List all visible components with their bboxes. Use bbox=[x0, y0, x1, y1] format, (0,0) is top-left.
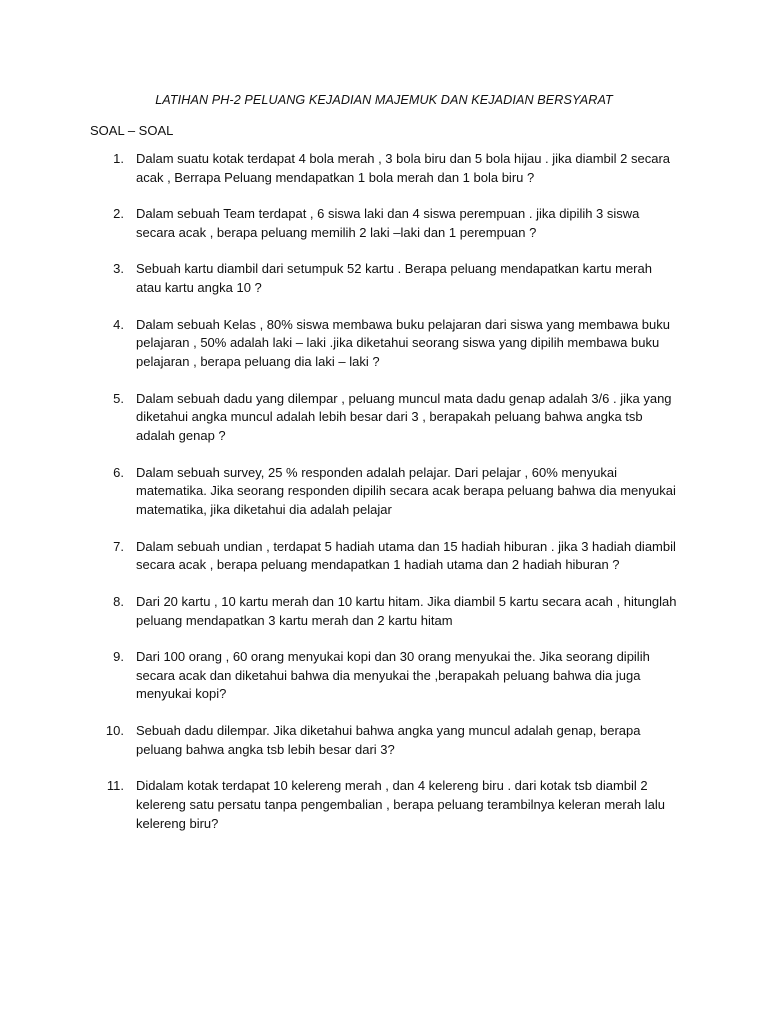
question-number: 3. bbox=[113, 261, 124, 277]
question-text: Didalam kotak terdapat 10 kelereng merah , dan 4 kelereng biru . dari kotak tsb diambil 2 kelereng satu persatu tanpa pengembalian , berapa peluang terambilnya keleran merah lalu kelereng biru? bbox=[136, 778, 666, 831]
question-number: 10. bbox=[105, 722, 124, 738]
question-text: Dalam sebuah undian , terdapat 5 hadiah utama dan 15 hadiah hiburan . jika 3 hadiah diambil secara acak , berapa peluang mendapatkan 1 hadiah utama dan 2 hadiah hiburan ? bbox=[136, 538, 676, 573]
question-item bbox=[0, 538, 768, 576]
question-number: 4. bbox=[113, 316, 124, 332]
question-text: Dalam sebuah Team terdapat , 6 siswa laki dan 4 siswa perempuan . jika dipilih 3 siswa secara acak , berapa peluang memilih 2 laki –laki dan 1 perempuan ? bbox=[136, 206, 640, 240]
document-title: LATIHAN PH-2 PELUANG KEJADIAN MAJEMUK DAN KEJADIAN BERSYARAT bbox=[155, 93, 613, 107]
section-label: SOAL – SOAL bbox=[90, 123, 174, 138]
question-item bbox=[0, 777, 768, 833]
question-number: 1. bbox=[113, 151, 124, 166]
question-text: Sebuah kartu diambil dari setumpuk 52 kartu . Berapa peluang mendapatkan kartu merah atau kartu angka 10 ? bbox=[136, 261, 652, 296]
question-item bbox=[0, 150, 768, 188]
question-text: Dari 100 orang , 60 orang menyukai kopi dan 30 orang menyukai the. Jika seorang dipilih secara acak dan diketahui bahwa dia menyukai the ,berapakah peluang bahwa dia juga menyukai kopi? bbox=[136, 648, 650, 702]
question-text: Dalam sebuah Kelas , 80% siswa membawa buku pelajaran dari siswa yang membawa buku pelajaran , 50% adalah laki – laki .jika diketahui seorang siswa yang dipilih membawa buku pelajaran , berapa peluang dia laki – laki ? bbox=[136, 316, 670, 370]
question-list bbox=[0, 150, 768, 851]
question-number: 6. bbox=[113, 464, 124, 480]
question-item bbox=[0, 464, 768, 520]
question-item bbox=[0, 593, 768, 631]
question-number: 11. bbox=[106, 778, 124, 794]
question-number: 8. bbox=[113, 593, 124, 609]
question-number: 2. bbox=[113, 206, 124, 222]
question-item bbox=[0, 390, 768, 446]
question-number: 9. bbox=[113, 648, 124, 664]
question-item bbox=[0, 205, 768, 243]
question-number: 7. bbox=[113, 538, 124, 554]
question-item bbox=[0, 316, 768, 372]
question-number: 5. bbox=[113, 390, 124, 406]
question-item bbox=[0, 260, 768, 298]
question-text: Dalam suatu kotak terdapat 4 bola merah , 3 bola biru dan 5 bola hijau . jika diambil 2 secara acak , Berrapa Peluang mendapatkan 1 bola merah dan 1 bola biru ? bbox=[136, 151, 671, 185]
question-text: Dalam sebuah survey, 25 % responden adalah pelajar. Dari pelajar , 60% menyukai matematika. Jika seorang responden dipilih secara acak berapa peluang bahwa dia menyukai matematika, jika diketahui dia adalah pelajar bbox=[136, 464, 676, 518]
question-text: Dalam sebuah dadu yang dilempar , peluang muncul mata dadu genap adalah 3/6 . jika yang diketahui angka muncul adalah lebih besar dari 3 , berapakah peluang bahwa angka tsb adalah genap ? bbox=[136, 390, 672, 444]
question-item bbox=[0, 648, 768, 704]
question-item bbox=[0, 722, 768, 760]
question-text: Sebuah dadu dilempar. Jika diketahui bahwa angka yang muncul adalah genap, berapa peluang bahwa angka tsb lebih besar dari 3? bbox=[136, 722, 641, 757]
question-text: Dari 20 kartu , 10 kartu merah dan 10 kartu hitam. Jika diambil 5 kartu secara acah , hitunglah peluang mendapatkan 3 kartu merah dan 2 kartu hitam bbox=[136, 593, 677, 628]
